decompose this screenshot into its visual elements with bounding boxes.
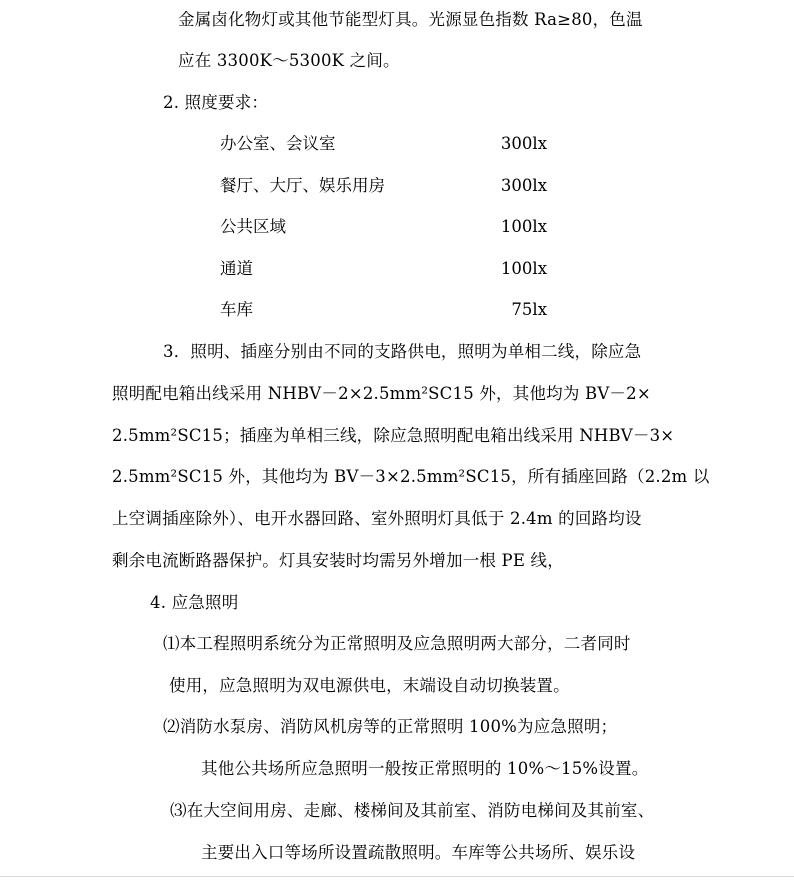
section3-line-3: 2.5mm²SC15；插座为单相三线，除应急照明配电箱出线采用 NHBV－3× [112, 426, 675, 445]
intro-line-1: 金属卤化物灯或其他节能型灯具。光源显色指数 Ra≥80，色温 [178, 10, 643, 29]
section2-heading: 2. 照度要求： [163, 93, 269, 112]
intro-line-2: 应在 3300K～5300K 之间。 [178, 51, 400, 70]
section4-item2-line1: ⑵消防水泵房、消防风机房等的正常照明 100%为应急照明； [163, 717, 618, 736]
section3-line-2: 照明配电箱出线采用 NHBV－2×2.5mm²SC15 外，其他均为 BV－2× [112, 384, 651, 403]
section4-item3-line2: 主要出入口等场所设置疏散照明。车库等公共场所、娱乐设 [201, 843, 636, 862]
section4-item1-line1: ⑴本工程照明系统分为正常照明及应急照明两大部分，二者同时 [163, 634, 631, 653]
section4-heading: 4. 应急照明 [150, 593, 239, 612]
row-label: 车库 [220, 300, 253, 319]
row-label: 通道 [220, 259, 253, 278]
section3-line-4: 2.5mm²SC15 外，其他均为 BV－3×2.5mm²SC15，所有插座回路（2.2m 以 [112, 467, 710, 486]
row-value: 100lx [500, 259, 547, 278]
row-label: 办公室、会议室 [220, 134, 336, 153]
section4-item2-line2: 其他公共场所应急照明一般按正常照明的 10%～15%设置。 [201, 759, 649, 778]
row-value: 100lx [500, 217, 547, 236]
row-label: 餐厅、大厅、娱乐用房 [220, 176, 385, 195]
section3-line-6: 剩余电流断路器保护。灯具安装时均需另外增加一根 PE 线， [112, 551, 564, 570]
section3-line-1: 3．照明、插座分别由不同的支路供电，照明为单相二线，除应急 [163, 342, 642, 361]
row-value: 300lx [500, 176, 547, 195]
section4-item3-line1: ⑶在大空间用房、走廊、楼梯间及其前室、消防电梯间及其前室、 [170, 801, 655, 820]
page-divider [0, 876, 794, 877]
row-label: 公共区域 [220, 217, 286, 236]
row-value: 75lx [511, 300, 547, 319]
section3-line-5: 上空调插座除外）、电开水器回路、室外照明灯具低于 2.4m 的回路均设 [112, 509, 642, 528]
section4-item1-line2: 使用，应急照明为双电源供电，末端设自动切换装置。 [169, 676, 570, 695]
row-value: 300lx [500, 134, 547, 153]
